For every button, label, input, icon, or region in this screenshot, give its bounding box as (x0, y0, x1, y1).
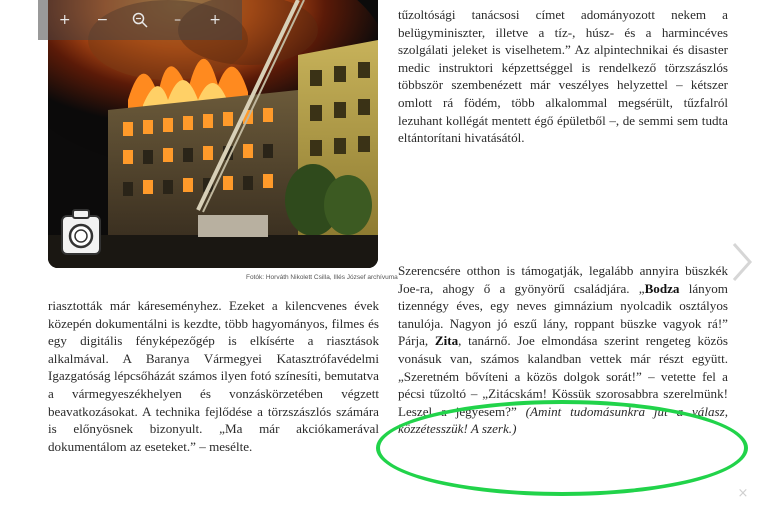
next-page-button[interactable] (728, 240, 756, 284)
paragraph: riasztották már káreseményhez. Ezeket a kilencvenes évek közepén dokumentálni is kezdte, több hagyományos, filmes és egy digitális fényképezőgép is elkísérte a riasztások alkalmával. A Baranya Vármegyei Katasztrófavédelmi Igazgatóság lépcsőházát számos ilyen fotó színesíti, bemutatva a vármegyeszékhelyen és vonzáskörzetében végzett beavatkozásokat. A technika fejlődése a törzszászlós számára is előnyösnek bizonyult. „Ma már akciókamerával dokumentálom az eseteket.” – mesélte. (48, 298, 379, 454)
camera-icon[interactable] (61, 207, 101, 255)
minus-icon: − (96, 12, 109, 28)
zoom-reset-button[interactable] (166, 8, 190, 32)
photo-credit: Fotók: Horváth Nikolett Csilla, Illés József archívuma (246, 274, 398, 281)
plus-icon: + (58, 12, 71, 28)
plus-small-icon: + (209, 12, 222, 28)
zoom-toolbar (38, 0, 242, 40)
article-column-right-bottom (398, 262, 728, 438)
zoom-magnifier-button[interactable] (128, 8, 152, 32)
name-bodza: Bodza (644, 280, 680, 296)
zoom-in-button[interactable] (53, 8, 77, 32)
text-run: , tanárnő. Joe elmondása szerint rengeteg közös vonásuk van, számos kalandban vettek már részt együtt. „Szeretném bővíteni a közös dolgok sorát!” – vetette fel a pécsi tűzoltó – „Zitácskám! Kössük szorosabbra szerelmünk! Leszel a jegyesem?” (398, 333, 728, 419)
paragraph: tűzoltósági tanácsosi címet adományozott nekem a belügyminiszter, illetve a tíz-, húsz- és a harmincéves szolgálati jeleket is viselhetem.” Az alpintechnikai és disaster medic instruktori képzettséggel is rendelkező törzszászlós többször szembenézett már veszélyes helyzettel – kétszer omlott rá födém, több alkalommal megsérült, tűzfalról lezuhant kollégát mentett égő épületből –, de semmi sem tudta eltántorítani hivatásától. (398, 7, 728, 146)
close-icon[interactable]: × (737, 486, 749, 501)
zoom-more-button[interactable] (203, 8, 227, 32)
chevron-right-icon (728, 240, 756, 284)
magnifier-icon (132, 12, 148, 28)
zoom-out-button[interactable] (90, 8, 114, 32)
name-zita: Zita (434, 333, 459, 349)
editor-note: (Amint tudomásunkra jut a válasz, közzétesszük! A szerk.) (398, 403, 728, 437)
minus-small-icon: – (174, 12, 182, 28)
article-column-left-bottom (48, 297, 379, 455)
text-run: Szerencsére otthon is támogatják, legalább annyira büszkék Joe-ra, ahogy ő a gyönyörű családjára. „ (398, 263, 728, 296)
article-column-right-top (398, 6, 728, 147)
text-run: lányom tizennégy éves, egy neves gimnázium nyolcadik osztályos tanulója. Nagyon jó eszű lány, roppant büszke vagyok rá!” Párja, (398, 280, 728, 349)
paragraph (398, 262, 728, 438)
